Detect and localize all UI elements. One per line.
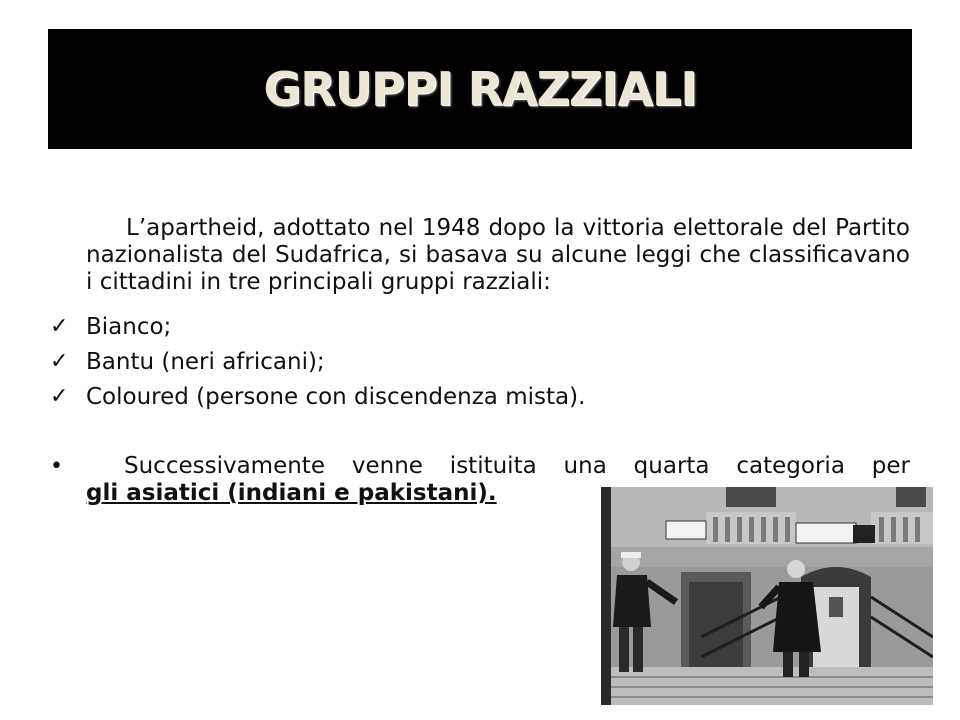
list-item xyxy=(50,309,585,344)
check-icon: ✓ xyxy=(50,384,69,409)
note-emphasis: gli asiatici (indiani e pakistani). xyxy=(86,480,497,506)
group-label: Bantu (neri africani); xyxy=(86,348,325,375)
group-label: Coloured (persone con discendenza mista). xyxy=(86,383,586,410)
bullet-icon: • xyxy=(50,454,63,479)
list-item xyxy=(50,344,585,379)
note-lead: Successivamente venne istituita una quarta categoria per xyxy=(124,453,910,479)
intro-paragraph-block xyxy=(86,215,910,296)
racial-groups-list xyxy=(50,309,585,414)
photo-illustration xyxy=(601,487,933,705)
intro-paragraph: L’apartheid, adottato nel 1948 dopo la vittoria elettorale del Partito nazionalista del Sudafrica, si basava su alcune leggi che classificavano i cittadini in tre principali gruppi razziali: xyxy=(86,215,910,295)
list-item xyxy=(50,379,585,414)
check-icon: ✓ xyxy=(50,314,69,339)
check-icon: ✓ xyxy=(50,349,69,374)
title-bar xyxy=(48,29,912,149)
group-label: Bianco; xyxy=(86,313,172,340)
historical-photo xyxy=(601,487,933,705)
slide-title: GRUPPI RAZZIALI xyxy=(263,62,697,116)
